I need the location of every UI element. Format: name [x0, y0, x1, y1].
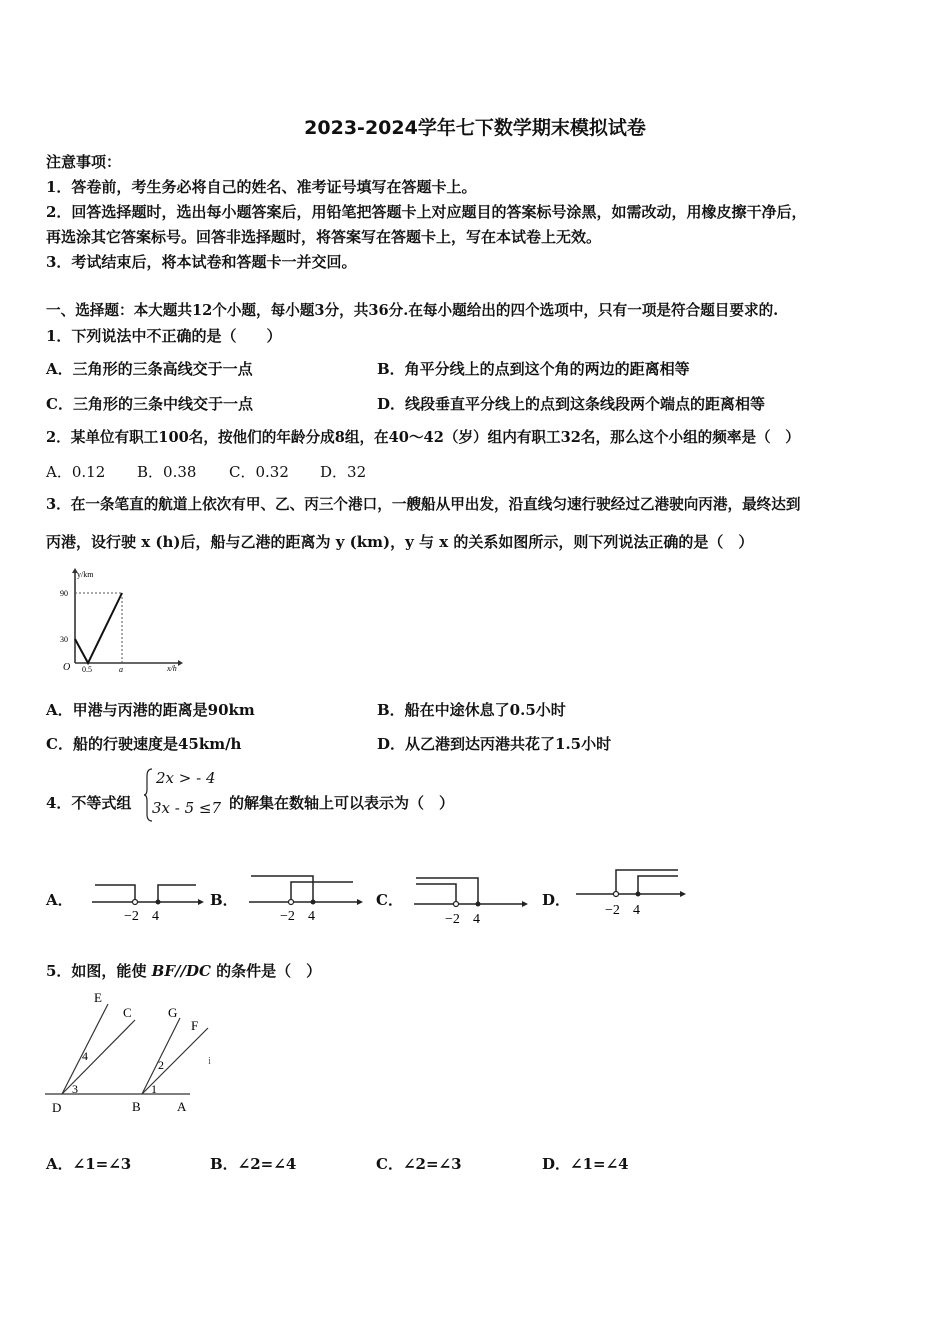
notice-item-2: 2．回答选择题时，选出每小题答案后，用铅笔把答题卡上对应题目的答案标号涂黑，如需改动，用橡皮擦干净后，	[46, 203, 807, 221]
x-tick-0-5: 0.5	[82, 665, 92, 674]
q1-option-a[interactable]: A．三角形的三条高线交于一点	[46, 360, 253, 378]
q2-option-d[interactable]: D．32	[320, 463, 367, 481]
notice-item-3: 3．考试结束后，将本试卷和答题卡一并交回。	[46, 253, 357, 271]
q5-stem-condition: BF//DC	[151, 962, 211, 980]
y-tick-30: 30	[60, 635, 68, 644]
q2-option-b[interactable]: B．0.38	[137, 463, 197, 481]
closed-point	[156, 900, 161, 905]
notice-item-2-cont: 再选涂其它答案标号。回答非选择题时，将答案写在答题卡上，写在本试卷上无效。	[46, 228, 602, 246]
open-point	[289, 900, 294, 905]
q3-option-c[interactable]: C．船的行驶速度是45km/h	[46, 735, 242, 753]
q4-option-c-numberline[interactable]	[412, 874, 537, 929]
origin-label: O	[63, 662, 71, 673]
q4-suffix: 的解集在数轴上可以表示为（ ）	[229, 794, 455, 812]
tick-4: 4	[308, 909, 315, 924]
q2-option-c[interactable]: C．0.32	[229, 463, 289, 481]
q1-option-d[interactable]: D．线段垂直平分线上的点到这条线段两个端点的距离相等	[377, 395, 766, 413]
closed-point	[311, 900, 316, 905]
open-point	[133, 900, 138, 905]
q4-prefix: 4．不等式组	[46, 794, 132, 812]
tick-neg2: −2	[124, 909, 139, 924]
q4-inequality-2: 3x - 5 ≤7	[152, 799, 222, 817]
q5-stem-part2: 的条件是（ ）	[210, 962, 322, 980]
notice-heading: 注意事项：	[46, 153, 122, 171]
q4-option-b-numberline[interactable]	[247, 870, 372, 925]
q5-parallel-lines-figure	[40, 990, 230, 1120]
q3-stem-line1: 3．在一条笔直的航道上依次有甲、乙、丙三个港口，一艘船从甲出发，沿直线匀速行驶经过乙港驶向丙港，最终达到	[46, 496, 801, 513]
q5-stem	[46, 961, 321, 981]
closed-point	[476, 902, 481, 907]
point-F: F	[191, 1018, 199, 1033]
stray-mark: i	[208, 1055, 212, 1067]
arrow-icon	[198, 899, 204, 905]
tick-4: 4	[473, 912, 480, 927]
angle-2-label: 2	[158, 1058, 164, 1072]
q4-option-a-label[interactable]: A．	[46, 891, 73, 909]
q3-option-a[interactable]: A．甲港与丙港的距离是90km	[46, 701, 255, 719]
q4-option-a-numberline[interactable]	[90, 880, 210, 925]
angle-1-label: 1	[151, 1082, 157, 1096]
point-E: E	[94, 990, 102, 1005]
tick-neg2: −2	[605, 903, 620, 918]
q4-option-d-numberline[interactable]	[574, 864, 694, 919]
y-axis-label: y/km	[77, 570, 94, 579]
point-D: D	[52, 1100, 62, 1115]
q2-option-a[interactable]: A．0.12	[46, 463, 106, 481]
point-B: B	[132, 1099, 141, 1114]
angle-4-label: 4	[82, 1049, 88, 1063]
q1-option-b[interactable]: B．角平分线上的点到这个角的两边的距离相等	[377, 360, 690, 378]
q1-stem: 1．下列说法中不正确的是（ ）	[46, 327, 282, 345]
tick-neg2: −2	[280, 909, 295, 924]
q5-stem-part1: 5．如图，能使	[46, 962, 152, 980]
notice-item-1: 1．答卷前，考生务必将自己的姓名、准考证号填写在答题卡上。	[46, 178, 477, 196]
open-point	[614, 892, 619, 897]
q4-inequality-1: 2x > - 4	[156, 769, 216, 787]
tick-4: 4	[152, 909, 159, 924]
page-title: 2023-2024学年七下数学期末模拟试卷	[304, 117, 646, 139]
point-C: C	[123, 1005, 132, 1020]
q3-option-d[interactable]: D．从乙港到达丙港共花了1.5小时	[377, 735, 612, 753]
x-axis-arrow-icon	[178, 660, 183, 666]
q2-stem: 2．某单位有职工100名，按他们的年龄分成8组，在40～42（岁）组内有职工32名，那么这个小组的频率是（ ）	[46, 429, 800, 446]
y-tick-90: 90	[60, 589, 68, 598]
arrow-icon	[522, 901, 528, 907]
line-BG	[142, 1018, 180, 1094]
point-G: G	[168, 1005, 178, 1020]
tick-neg2: −2	[445, 912, 460, 927]
open-point	[454, 902, 459, 907]
q4-option-d-label[interactable]: D．	[542, 891, 571, 909]
q3-option-b[interactable]: B．船在中途休息了0.5小时	[377, 701, 566, 719]
q4-option-c-label[interactable]: C．	[376, 891, 403, 909]
closed-point	[636, 892, 641, 897]
distance-line	[75, 593, 122, 663]
q5-option-c[interactable]: C．∠2=∠3	[376, 1155, 462, 1173]
section-heading: 一、选择题：本大题共12个小题，每小题3分，共36分.在每小题给出的四个选项中，只有一项是符合题目要求的.	[46, 302, 779, 319]
tick-4: 4	[633, 903, 640, 918]
arrow-icon	[357, 899, 363, 905]
q5-option-a[interactable]: A．∠1=∠3	[46, 1155, 132, 1173]
q3-distance-graph	[55, 568, 180, 673]
point-A: A	[177, 1099, 187, 1114]
q5-option-d[interactable]: D．∠1=∠4	[542, 1155, 629, 1173]
q4-option-b-label[interactable]: B．	[210, 891, 238, 909]
q1-option-c[interactable]: C．三角形的三条中线交于一点	[46, 395, 253, 413]
arrow-icon	[680, 891, 686, 897]
x-axis-label: x/h	[167, 664, 177, 673]
q5-option-b[interactable]: B．∠2=∠4	[210, 1155, 297, 1173]
angle-3-label: 3	[72, 1082, 78, 1096]
q3-stem-line2: 丙港，设行驶 x (h)后，船与乙港的距离为 y (km)，y 与 x 的关系如图所示，则下列说法正确的是（ ）	[46, 533, 754, 551]
x-tick-a: a	[119, 665, 123, 674]
